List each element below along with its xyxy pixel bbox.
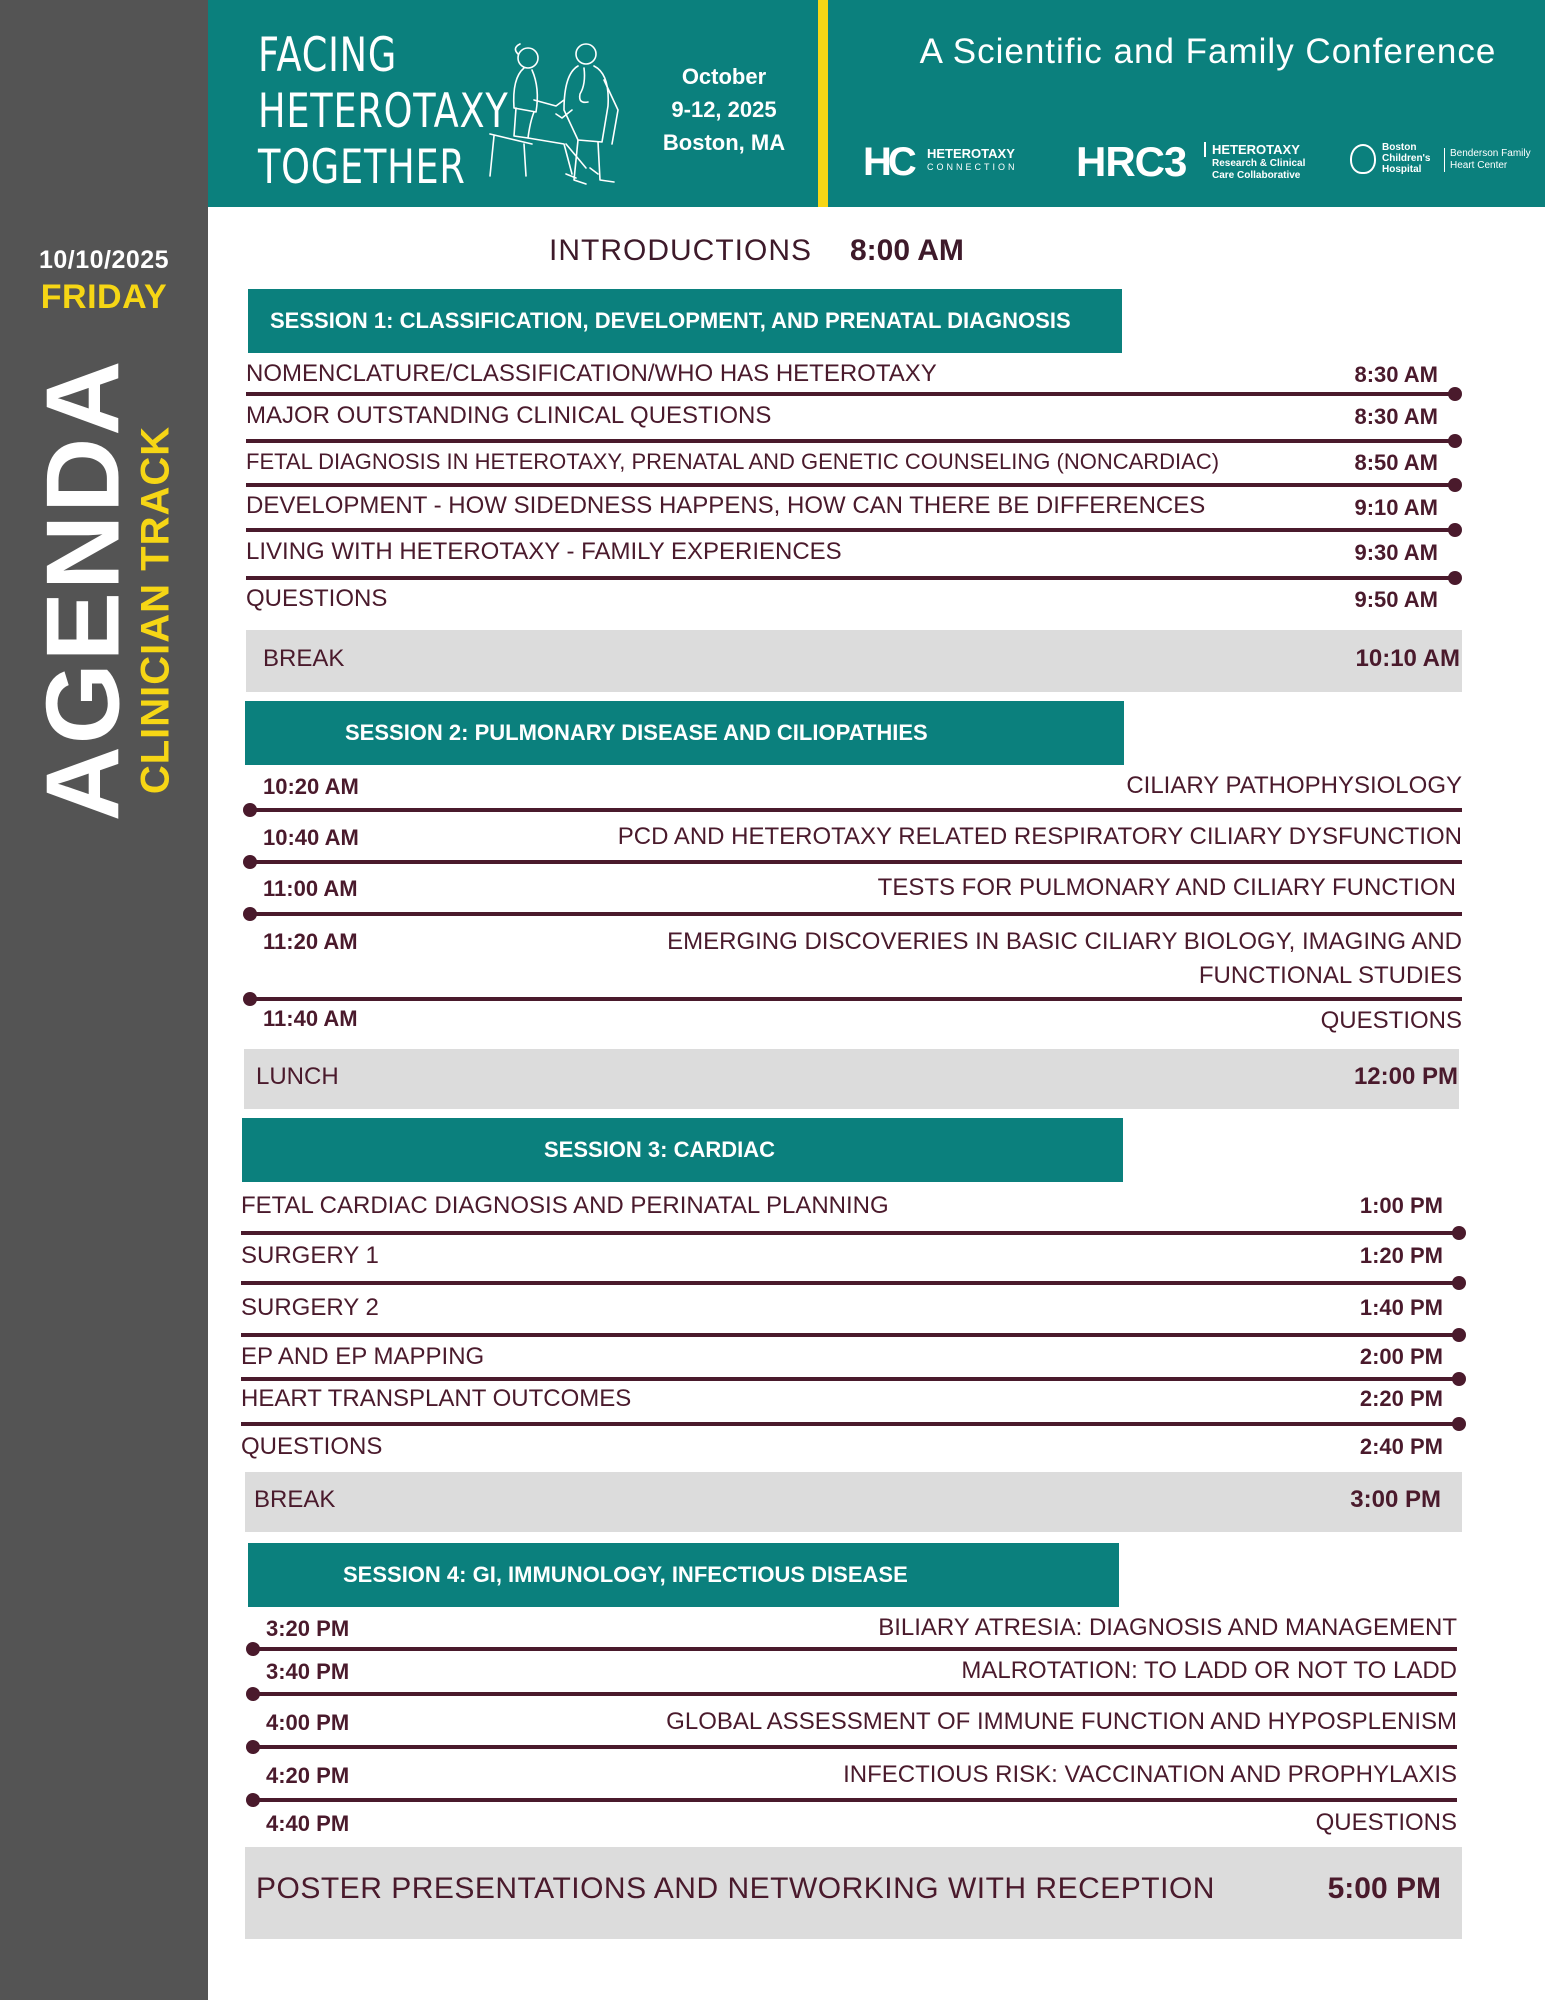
track-name: CLINICIAN TRACK bbox=[133, 425, 178, 795]
s1-item-title: MAJOR OUTSTANDING CLINICAL QUESTIONS bbox=[246, 402, 772, 429]
s2-item-time: 10:40 AM bbox=[263, 825, 359, 850]
conference-when bbox=[634, 60, 814, 159]
timeline-dot-icon bbox=[1448, 434, 1462, 448]
lunch-title: LUNCH bbox=[256, 1063, 339, 1090]
s3-item-time: 1:00 PM bbox=[1359, 1193, 1443, 1218]
s4-item-time: 4:00 PM bbox=[266, 1710, 350, 1735]
agenda-heading: AGENDA bbox=[25, 358, 142, 822]
hrc3-logo-mark: HRC3 bbox=[1076, 138, 1187, 185]
bch-name-line: Children's bbox=[1382, 153, 1431, 164]
s4-divider bbox=[250, 1745, 1457, 1749]
s1-divider bbox=[246, 439, 1456, 443]
s3-item-title: EP AND EP MAPPING bbox=[241, 1343, 485, 1370]
s2-divider bbox=[247, 860, 1462, 864]
s3-item-title: HEART TRANSPLANT OUTCOMES bbox=[241, 1385, 632, 1412]
hc-logo-name: HETEROTAXY bbox=[927, 146, 1015, 161]
hc-logo-sub: CONNECTION bbox=[927, 162, 1018, 172]
s1-item-title: QUESTIONS bbox=[246, 585, 388, 612]
s3-divider bbox=[241, 1422, 1459, 1426]
timeline-dot-icon bbox=[1452, 1328, 1466, 1342]
s3-divider bbox=[241, 1231, 1459, 1235]
when-month: October bbox=[681, 64, 767, 89]
timeline-dot-icon bbox=[1448, 523, 1462, 537]
bch-center bbox=[1444, 148, 1531, 172]
timeline-dot-icon bbox=[1448, 387, 1462, 401]
timeline-dot-icon bbox=[1448, 571, 1462, 585]
s3-item-time: 2:20 PM bbox=[1359, 1386, 1443, 1411]
s4-item-title: MALROTATION: TO LADD OR NOT TO LADD bbox=[961, 1657, 1457, 1684]
hrc3-logo bbox=[1076, 138, 1306, 186]
s4-item-time: 4:20 PM bbox=[266, 1763, 350, 1788]
s2-item-title: PCD AND HETEROTAXY RELATED RESPIRATORY CILIARY DYSFUNCTION bbox=[617, 823, 1462, 850]
s2-item-title bbox=[667, 925, 1462, 993]
timeline-dot-icon bbox=[243, 803, 257, 817]
title-line: FACING bbox=[258, 28, 398, 83]
s3-item-time: 2:40 PM bbox=[1359, 1434, 1443, 1459]
s4-divider bbox=[250, 1647, 1457, 1651]
reception-title: POSTER PRESENTATIONS AND NETWORKING WITH RECEPTION bbox=[256, 1872, 1215, 1905]
agenda-day: FRIDAY bbox=[40, 278, 168, 316]
conference-subtitle: A Scientific and Family Conference bbox=[919, 32, 1497, 71]
hc-logo-mark: HC bbox=[863, 140, 913, 184]
session-3-banner: SESSION 3: CARDIAC bbox=[242, 1118, 1123, 1182]
timeline-dot-icon bbox=[243, 855, 257, 869]
s1-item-time: 8:30 AM bbox=[1354, 404, 1438, 429]
introductions-time: 8:00 AM bbox=[850, 234, 964, 267]
s4-divider bbox=[250, 1798, 1457, 1802]
s3-divider bbox=[241, 1281, 1459, 1285]
break-2-time: 3:00 PM bbox=[1350, 1486, 1441, 1513]
s3-item-title: QUESTIONS bbox=[241, 1433, 383, 1460]
s2-item-title: TESTS FOR PULMONARY AND CILIARY FUNCTION bbox=[877, 874, 1456, 901]
s2-divider bbox=[247, 808, 1462, 812]
timeline-dot-icon bbox=[246, 1687, 260, 1701]
s3-divider bbox=[241, 1333, 1459, 1337]
hrc3-sub-line: Care Collaborative bbox=[1212, 170, 1301, 181]
s2-item-title-line: FUNCTIONAL STUDIES bbox=[1198, 962, 1462, 989]
break-1-block bbox=[246, 630, 1462, 692]
s3-item-title: FETAL CARDIAC DIAGNOSIS AND PERINATAL PLANNING bbox=[241, 1192, 889, 1219]
s1-item-title: NOMENCLATURE/CLASSIFICATION/WHO HAS HETEROTAXY bbox=[246, 360, 937, 387]
bch-center-line: Benderson Family bbox=[1450, 148, 1531, 159]
break-2-block bbox=[245, 1472, 1462, 1532]
hrc3-logo-name: HETEROTAXY bbox=[1204, 142, 1300, 157]
s2-divider bbox=[247, 912, 1462, 916]
s2-item-title-line: EMERGING DISCOVERIES IN BASIC CILIARY BIOLOGY, IMAGING AND bbox=[667, 928, 1462, 955]
hrc3-logo-sub bbox=[1212, 158, 1305, 182]
s1-divider bbox=[246, 528, 1456, 532]
s1-item-time: 8:30 AM bbox=[1354, 362, 1438, 387]
timeline-dot-icon bbox=[246, 1740, 260, 1754]
header-banner bbox=[208, 0, 1545, 207]
s4-item-time: 3:20 PM bbox=[266, 1616, 350, 1641]
s3-item-title: SURGERY 1 bbox=[241, 1242, 379, 1269]
header-divider bbox=[818, 0, 828, 207]
break-2-title: BREAK bbox=[254, 1486, 336, 1513]
title-line: HETEROTAXY bbox=[258, 84, 509, 139]
sidebar bbox=[0, 0, 208, 2000]
bch-name-line: Hospital bbox=[1382, 164, 1422, 175]
s1-item-time: 9:50 AM bbox=[1354, 587, 1438, 612]
timeline-dot-icon bbox=[246, 1793, 260, 1807]
heterotaxy-connection-logo bbox=[863, 140, 1018, 185]
s3-item-time: 1:20 PM bbox=[1359, 1243, 1443, 1268]
introductions-title: INTRODUCTIONS bbox=[549, 234, 812, 267]
s3-item-time: 2:00 PM bbox=[1359, 1344, 1443, 1369]
lunch-time: 12:00 PM bbox=[1353, 1063, 1458, 1090]
s1-item-time: 8:50 AM bbox=[1354, 450, 1438, 475]
session-4-banner: SESSION 4: GI, IMMUNOLOGY, INFECTIOUS DISEASE bbox=[248, 1543, 1119, 1607]
when-location: Boston, MA bbox=[662, 130, 786, 155]
timeline-dot-icon bbox=[243, 907, 257, 921]
s3-item-title: SURGERY 2 bbox=[241, 1294, 379, 1321]
conference-title bbox=[258, 28, 509, 196]
title-line: TOGETHER bbox=[258, 140, 466, 195]
s1-divider bbox=[246, 483, 1456, 487]
s1-item-title: LIVING WITH HETEROTAXY - FAMILY EXPERIENCES bbox=[246, 538, 842, 565]
bch-center-line: Heart Center bbox=[1450, 160, 1508, 171]
lunch-block bbox=[244, 1049, 1459, 1109]
agenda-date: 10/10/2025 bbox=[38, 246, 170, 274]
s2-item-title: QUESTIONS bbox=[1320, 1007, 1462, 1034]
timeline-dot-icon bbox=[1452, 1226, 1466, 1240]
s4-divider bbox=[250, 1692, 1457, 1696]
s4-item-time: 4:40 PM bbox=[266, 1811, 350, 1836]
timeline-dot-icon bbox=[1448, 478, 1462, 492]
s2-item-time: 11:40 AM bbox=[263, 1006, 358, 1031]
s2-item-title: CILIARY PATHOPHYSIOLOGY bbox=[1126, 772, 1462, 799]
s1-item-title: FETAL DIAGNOSIS IN HETEROTAXY, PRENATAL AND GENETIC COUNSELING (NONCARDIAC) bbox=[246, 449, 1220, 474]
session-1-banner: SESSION 1: CLASSIFICATION, DEVELOPMENT, AND PRENATAL DIAGNOSIS bbox=[248, 289, 1122, 353]
timeline-dot-icon bbox=[1452, 1417, 1466, 1431]
s1-divider bbox=[246, 392, 1456, 396]
s2-item-time: 11:20 AM bbox=[263, 929, 358, 954]
bch-name-line: Boston bbox=[1382, 142, 1417, 153]
hrc3-sub-line: Research & Clinical bbox=[1212, 158, 1306, 169]
s1-item-time: 9:10 AM bbox=[1354, 495, 1438, 520]
s3-item-time: 1:40 PM bbox=[1359, 1295, 1443, 1320]
s4-item-title: GLOBAL ASSESSMENT OF IMMUNE FUNCTION AND HYPOSPLENISM bbox=[666, 1708, 1457, 1735]
s4-item-time: 3:40 PM bbox=[266, 1659, 350, 1684]
s2-item-time: 11:00 AM bbox=[263, 876, 358, 901]
s3-divider bbox=[241, 1377, 1459, 1381]
break-1-time: 10:10 AM bbox=[1355, 645, 1460, 672]
reception-time: 5:00 PM bbox=[1327, 1872, 1441, 1905]
timeline-dot-icon bbox=[1452, 1276, 1466, 1290]
break-1-title: BREAK bbox=[263, 645, 345, 672]
s2-item-time: 10:20 AM bbox=[263, 774, 359, 799]
s4-item-title: BILIARY ATRESIA: DIAGNOSIS AND MANAGEMENT bbox=[878, 1614, 1457, 1641]
session-2-banner: SESSION 2: PULMONARY DISEASE AND CILIOPATHIES bbox=[245, 701, 1124, 765]
doctor-patient-illustration-icon bbox=[480, 40, 640, 200]
s1-item-title: DEVELOPMENT - HOW SIDEDNESS HAPPENS, HOW CAN THERE BE DIFFERENCES bbox=[246, 492, 1206, 519]
s4-item-title: INFECTIOUS RISK: VACCINATION AND PROPHYLAXIS bbox=[843, 1761, 1457, 1788]
s4-item-title: QUESTIONS bbox=[1315, 1809, 1457, 1836]
s2-divider bbox=[247, 997, 1462, 1001]
hospital-seal-icon bbox=[1350, 144, 1376, 174]
timeline-dot-icon bbox=[246, 1642, 260, 1656]
timeline-dot-icon bbox=[243, 992, 257, 1006]
when-dates: 9-12, 2025 bbox=[671, 97, 777, 122]
s1-divider bbox=[246, 576, 1456, 580]
bch-name bbox=[1382, 142, 1431, 175]
s1-item-time: 9:30 AM bbox=[1354, 540, 1438, 565]
timeline-dot-icon bbox=[1452, 1372, 1466, 1386]
